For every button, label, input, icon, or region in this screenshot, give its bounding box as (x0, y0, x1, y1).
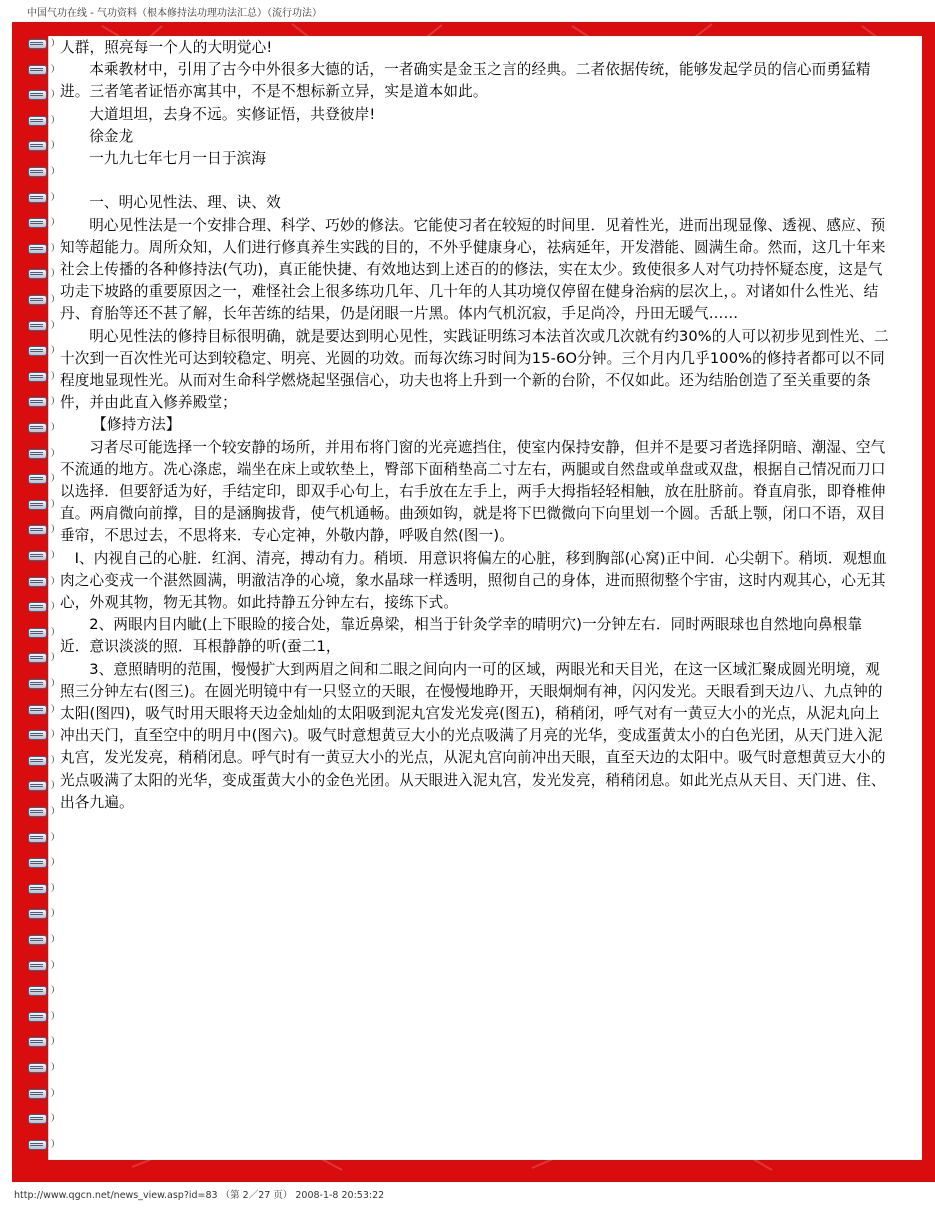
spiral-ring-icon (26, 1034, 56, 1048)
paragraph: I、内视自己的心脏．红润、清亮，搏动有力。稍顷．用意识将偏左的心脏，移到胸部(心窝)正中间．心尖朝下。稍顷．观想血肉之心变戎一个湛然圆满，明澈洁净的心境，象水晶球一样透明，照彻自己的身体，进而照彻整个宇宙，这时内观其心，心无其心，外观其物，物无其物。如此持静五分钟左右，接练下式。 (60, 549, 887, 612)
spiral-ring-icon (26, 958, 56, 972)
spiral-ring-icon (26, 625, 56, 639)
spiral-ring-icon (26, 778, 56, 792)
spiral-ring-icon (26, 1086, 56, 1100)
spiral-ring-icon (26, 318, 56, 332)
spiral-ring-icon (26, 497, 56, 511)
date-line: 一九九七年七月一日于滨海 (89, 150, 267, 168)
spiral-ring-icon (26, 702, 56, 716)
spiral-ring-icon (26, 906, 56, 920)
footer-page-info: （第 2／27 页） (220, 1190, 293, 1201)
spiral-ring-icon (26, 983, 56, 997)
spiral-ring-icon (26, 266, 56, 280)
paragraph: 3、意照睛明的范围，慢慢扩大到两眉之间和二眼之间向内一可的区域，两眼光和天目光，在这一区域汇聚成圆光明境，观照三分钟左右(图三)。在圆光明镜中有一只竖立的天眼，在慢慢地睁开，天眼炯炯有神，闪闪发光。天眼看到天边八、九点钟的太阳(图四)，吸气时用天眼将天边金灿灿的太阳吸到泥丸宫发光发亮(图五)，稍稍闭，呼气对有一黄豆大小的光点，从泥丸向上冲出天门，直至空中的明月中(图六)。吸气时意想黄豆大小的光点吸满了月亮的光华，变成蛋黄太小的白色光团，从天门进入泥丸宫，发光发亮，稍稍闭息。呼气时有一黄豆大小的光点，从泥丸宫向前冲出天眼，直至天边的太阳中。吸气时意想黄豆大小的光点吸满了太阳的光华，变成蛋黄大小的金色光团。从天眼进入泥丸宫，发光发亮，稍稍闭息。如此光点从天目、天门进、住、出各九遍。 (60, 660, 886, 811)
spiral-ring-icon (26, 62, 56, 76)
spiral-ring-icon (26, 522, 56, 536)
spiral-ring-icon (26, 1060, 56, 1074)
document-body (60, 37, 890, 814)
spiral-ring-icon (26, 830, 56, 844)
spiral-ring-icon (26, 36, 56, 50)
spiral-ring-icon (26, 369, 56, 383)
spiral-ring-icon (26, 215, 56, 229)
paragraph: 人群，照亮每一个人的大明觉心! (60, 39, 273, 56)
spiral-ring-icon (26, 676, 56, 690)
spiral-ring-icon (26, 394, 56, 408)
spiral-ring-icon (26, 471, 56, 485)
spiral-ring-icon (26, 164, 56, 178)
author-name: 徐金龙 (89, 127, 134, 145)
spiral-ring-icon (26, 446, 56, 460)
spiral-ring-icon (26, 753, 56, 767)
paragraph: 明心见性法是一个安排合理、科学、巧妙的修法。它能使习者在较短的时间里．见着性光，进而出现显像、透视、感应、预知等超能力。周所众知，人们进行修真养生实践的目的，不外乎健康身心，祛病延年，开发潜能、圆满生命。然而，这几十年来社会上传播的各种修持法(气功)，真正能快捷、有效地达到上述百的的修法，实在太少。致使很多人对气功持怀疑态度，这是气功走下坡路的重要原因之一，难怪社会上很多练功几年、几十年的人其功境仅停留在健身治病的层次上，。对诸如什么性光、结丹、育胎等还不甚了解，长年苦练的结果，仍是闭眼一片黑。体内气机沉寂，手足尚冷，丹田无暖气…… (60, 216, 886, 323)
spiral-ring-icon (26, 574, 56, 588)
spiral-ring-icon (26, 343, 56, 357)
subsection-heading: 【修持方法】 (92, 416, 181, 434)
spiral-ring-icon (26, 138, 56, 152)
spiral-ring-icon (26, 1009, 56, 1023)
paragraph: 本乘教材中，引用了古今中外很多大德的话，一者确实是金玉之言的经典。二者依据传统，能够发起学员的信心而勇猛精进。三者笔者证悟亦寓其中，不是不想标新立异，实是道本如此。 (60, 61, 871, 101)
spiral-ring-icon (26, 241, 56, 255)
page-header (27, 4, 322, 19)
spiral-ring-icon (26, 292, 56, 306)
paragraph: 大道坦坦，去身不远。实修证悟，共登彼岸! (89, 105, 376, 123)
header-title: 中国气功在线 - 气功资料（根本修持法功理功法汇总）（流行功法） (27, 8, 322, 19)
spiral-binding (26, 36, 56, 1166)
footer-timestamp: 2008-1-8 20:53:22 (295, 1190, 385, 1201)
spiral-ring-icon (26, 1137, 56, 1151)
spiral-ring-icon (26, 881, 56, 895)
section-heading: 一、明心见性法、理、诀、效 (89, 194, 281, 212)
footer-url: http://www.qgcn.net/news_view.asp?id=83 (14, 1190, 218, 1201)
spiral-ring-icon (26, 113, 56, 127)
spiral-ring-icon (26, 804, 56, 818)
spiral-ring-icon (26, 87, 56, 101)
spiral-ring-icon (26, 855, 56, 869)
spiral-ring-icon (26, 190, 56, 204)
blank-line (60, 170, 890, 192)
spiral-ring-icon (26, 420, 56, 434)
spiral-ring-icon (26, 548, 56, 562)
spiral-ring-icon (26, 1111, 56, 1125)
spiral-ring-icon (26, 727, 56, 741)
spiral-ring-icon (26, 932, 56, 946)
spiral-ring-icon (26, 650, 56, 664)
spiral-ring-icon (26, 599, 56, 613)
paragraph: 明心见性法的修持目标很明确，就是要达到明心见性，实践证明练习本法首次或几次就有约30%的人可以初步见到性光、二十次到一百次性光可达到较稳定、明亮、光圆的功效。而每次练习时间为15-6O分钟。三个月内几乎100%的修持者都可以不同程度地显现性光。从而对生命科学燃烧起坚强信心，功夫也将上升到一个新的台阶，不仅如此。还为结胎创造了至关重要的条件，并由此直入修养殿堂； (60, 327, 889, 412)
paragraph: 2、两眼内目内眦(上下眼睑的接合处，靠近鼻梁，相当于针灸学幸的晴明穴)一分钟左右．同时两眼球也自然地向鼻根靠近．意识淡淡的照．耳根静静的听(蚕二1， (60, 616, 863, 656)
page-footer (14, 1187, 384, 1201)
paragraph: 习者尽可能选择一个较安静的场所，并用布将门窗的光亮遮挡住，使室内保持安静，但并不是要习者选择阴暗、潮湿、空气不流通的地方。冼心涤虑，端坐在床上或软垫上，臀部下面稍垫高二寸左右，两腿或自然盘或单盘或双盘，根据自己情况而刀口以选择．但要舒适为好，手结定印，即双手心句上，右手放在左手上，两手大拇指轻轻相触，放在肚脐前。脊直肩张，即脊椎伸直。两肩微向前撑，目的是涵胸拔背，使气机通畅。曲颈如钩，就是将下巴微微向下向里划一个圆。舌舐上颚，闭口不语，双目垂帘，不思过去，不思将来．专心定神，外敬内静，呼吸自然(图一)。 (60, 438, 886, 545)
